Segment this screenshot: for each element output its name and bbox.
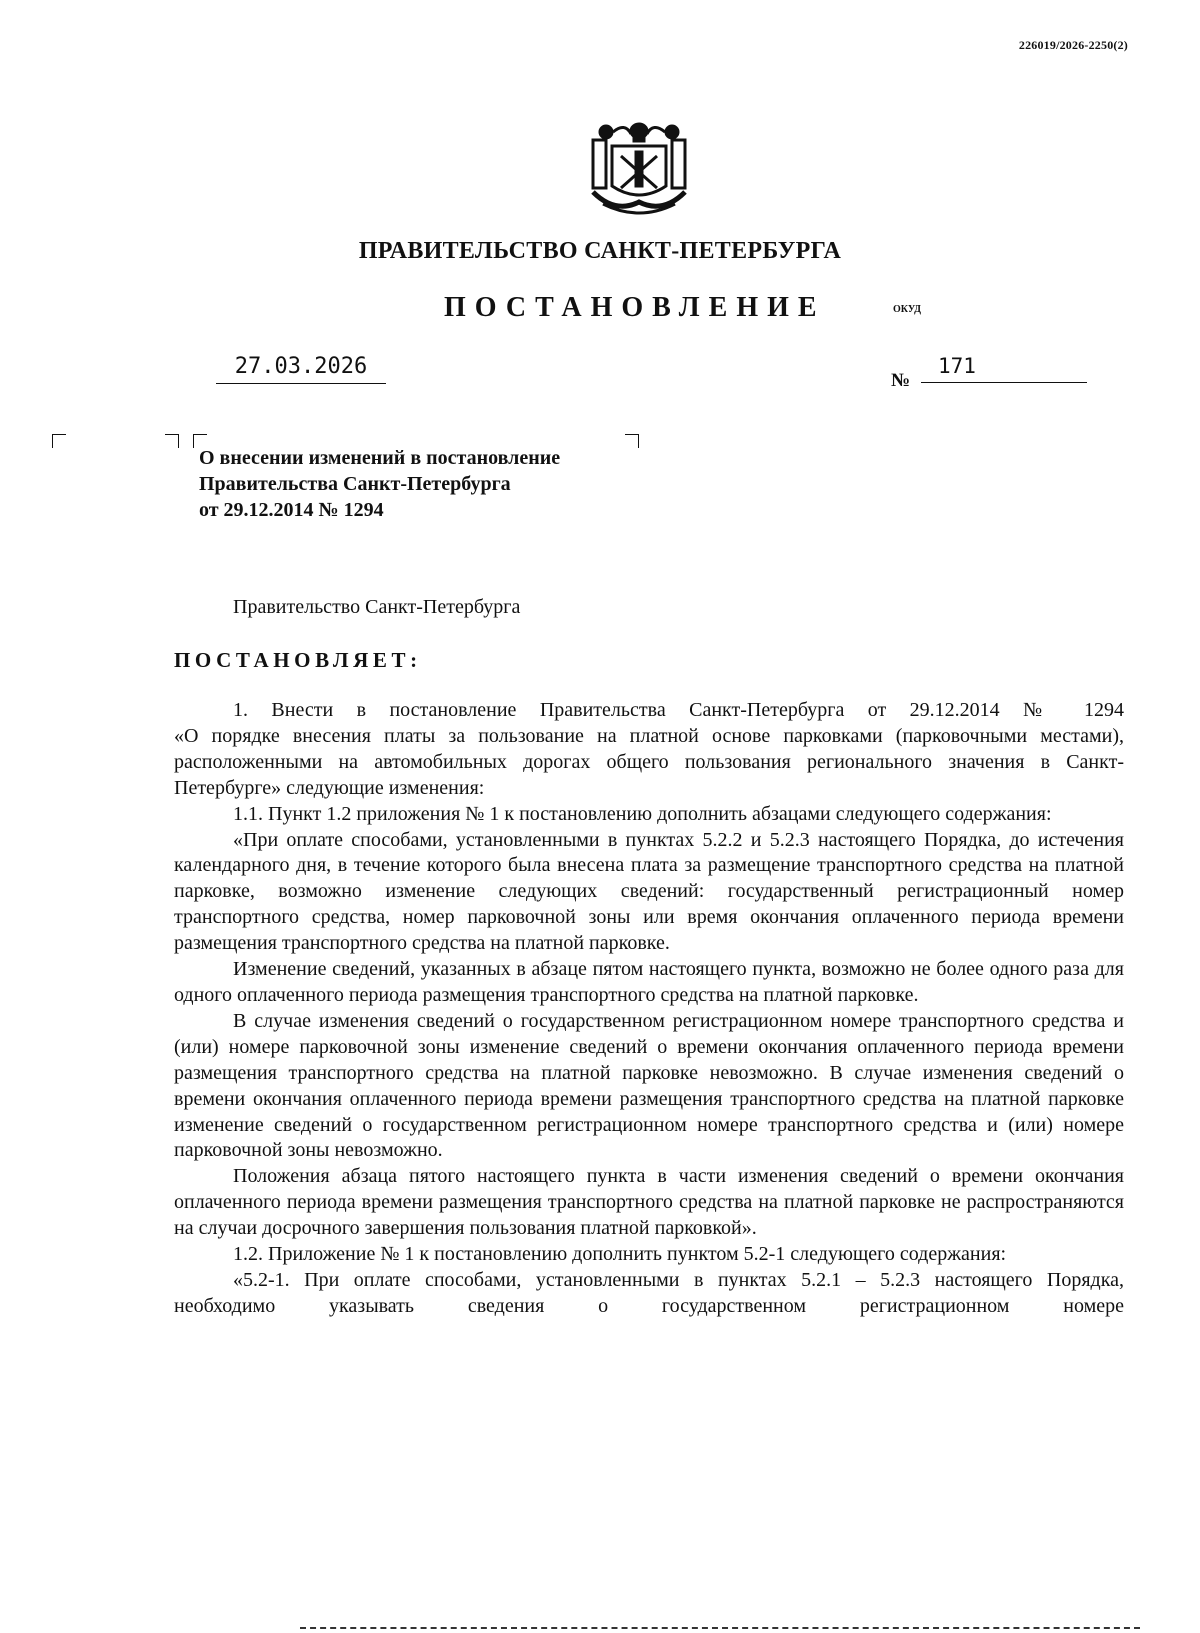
body-paragraph: 1.2. Приложение № 1 к постановлению дополнить пунктом 5.2-1 следующего содержания: [233,1243,1007,1266]
coat-of-arms-emblem [585,118,693,220]
okud-label: ОКУД [893,304,922,315]
document-subject [199,445,560,523]
page-bottom-rule [300,1627,1140,1629]
body-paragraph: В случае изменения сведений о государственном регистрационном номере транспортного средства и (или) номере парковочной зоны изменение сведений о времени окончания оплаченного периода времени размещения транспортного средства на платной парковке невозможно. В случае изменения сведений о времени окончания оплаченного периода времени размещения транспортного средства на платной парковке изменение сведений о государственном регистрационном номере транспортного средства и (или) номере парковочной зоны невозможно. [174,1009,1124,1162]
number-label: № [891,370,911,391]
resolves-heading: ПОСТАНОВЛЯЕТ: [174,648,422,672]
body-paragraph: «При оплате способами, установленными в пунктах 5.2.2 и 5.2.3 настоящего Порядка, до истечения календарного дня, в течение которого была внесена плата за размещение транспортного средства на платной парковке, возможно изменение следующих сведений: государственный регистрационный номер транспортного средства, номер парковочной зоны или время окончания оплаченного периода времени размещения транспортного средства на платной парковке. [174,828,1124,955]
body-paragraph: 1. Внести в постановление Правительства Санкт-Петербурга от 29.12.2014 № 1294 [233,699,1124,721]
body-paragraph: «О порядке внесения платы за пользование на платной основе парковками (парковочными местами), расположенными на автомобильных дорогах общего пользования регионального значения в Санкт-Петербурге» следующие изменения: [174,724,1124,799]
document-number-field [921,354,1087,383]
body-paragraph: Изменение сведений, указанных в абзаце пятом настоящего пункта, возможно не более одного раза для одного оплаченного периода размещения транспортного средства на платной парковке. [174,958,1124,1006]
subject-line: от 29.12.2014 № 1294 [199,499,384,521]
body-paragraph: 1.1. Пункт 1.2 приложения № 1 к постановлению дополнить абзацами следующего содержания: [233,802,1052,825]
corner-mark [52,434,66,448]
issuer-name: Правительство Санкт-Петербурга [233,596,521,618]
corner-mark [165,434,179,448]
document-date: 27.03.2026 [216,354,386,384]
document-body [174,698,1124,1320]
subject-line: Правительства Санкт-Петербурга [199,473,511,495]
document-id: 226019/2026-2250(2) [1018,38,1128,52]
corner-mark [625,434,639,448]
government-title: ПРАВИТЕЛЬСТВО САНКТ-ПЕТЕРБУРГА [358,238,842,264]
document-number: 171 [938,354,976,378]
document-type-heading: ПОСТАНОВЛЕНИЕ [444,292,826,323]
body-paragraph: «5.2-1. При оплате способами, установленными в пунктах 5.2.1 – 5.2.3 настоящего Порядка, необходимо указывать сведения о государственном регистрационном номере [174,1268,1124,1317]
subject-line: О внесении изменений в постановление [199,447,561,469]
body-paragraph: Положения абзаца пятого настоящего пункта в части изменения сведений о времени окончания оплаченного периода времени размещения транспортного средства на платной парковке не распространяются на случаи досрочного завершения пользования платной парковкой». [174,1165,1124,1240]
